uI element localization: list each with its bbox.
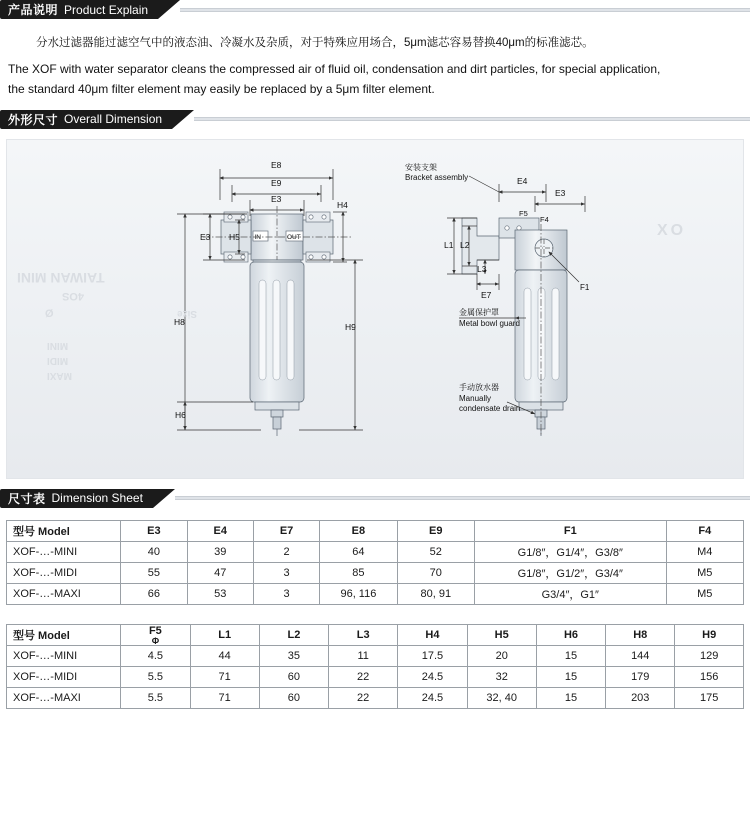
cell-h4: 24.5 [398, 687, 467, 708]
col-header-l3: L3 [329, 624, 398, 645]
col-header-h8: H8 [606, 624, 675, 645]
label-e4: E4 [517, 175, 528, 186]
col-header-l1: L1 [190, 624, 259, 645]
section-header-overall-dimension [0, 110, 750, 129]
section-header-label-group-2 [0, 110, 172, 129]
col-header-f5-phi: Φ [151, 635, 160, 646]
dimension-drawing-svg [7, 140, 744, 478]
label-h5: H5 [229, 231, 240, 242]
label-bracket-en: Bracket assembly [405, 172, 469, 182]
cell-h5: 20 [467, 645, 536, 666]
table-row [7, 645, 744, 666]
label-e3: E3 [271, 193, 282, 204]
cell-h9: 129 [675, 645, 744, 666]
watermark-phi: Ø [45, 307, 54, 320]
table-header-row [7, 520, 744, 541]
cell-h6: 15 [536, 645, 605, 666]
dimension-table-1 [6, 520, 744, 605]
label-bracket-cn: 安装支架 [405, 162, 437, 172]
dimension-table-1-wrap [6, 520, 744, 605]
section-title-cn: 产品说明 [8, 3, 59, 17]
table-row [7, 583, 744, 604]
cell-e3: 40 [121, 541, 187, 562]
watermark-taiwan-mini: TAIWAN MINI [17, 269, 105, 286]
overall-dimension-drawing [6, 139, 744, 479]
label-drain-en2: condensate drain [459, 403, 521, 413]
label-drain-en1: Manually [459, 393, 492, 403]
col-header-e4: E4 [187, 520, 253, 541]
cell-f1: G1/8″，G1/4″，G3/8″ [474, 541, 666, 562]
section-header-tail-3 [153, 489, 175, 508]
table-row [7, 687, 744, 708]
col-header-h4: H4 [398, 624, 467, 645]
label-h6: H6 [175, 409, 186, 420]
cell-l3: 22 [329, 687, 398, 708]
section-header-tail-2 [172, 110, 194, 129]
watermark-4os: 4OS [62, 289, 85, 302]
section-title-en-3: Dimension Sheet [51, 491, 143, 506]
watermark-maxi: MAXI [47, 369, 72, 381]
cell-e4: 39 [187, 541, 253, 562]
col-header-f1: F1 [474, 520, 666, 541]
section-header-product-explain [0, 0, 750, 19]
col-header-f5-label: F5 [148, 624, 162, 637]
table-row [7, 562, 744, 583]
cell-l1: 71 [190, 666, 259, 687]
label-out: OUT [287, 233, 301, 241]
section-header-label-group [0, 0, 158, 19]
cell-model: XOF-…-MAXI [7, 583, 121, 604]
col-header-f4: F4 [666, 520, 743, 541]
cell-h6: 15 [536, 666, 605, 687]
cell-e4: 47 [187, 562, 253, 583]
cell-f1: G1/8″，G1/2″，G3/4″ [474, 562, 666, 583]
cell-f4: M5 [666, 583, 743, 604]
label-e9: E9 [271, 177, 282, 188]
label-l1: L1 [444, 239, 454, 250]
cell-f1: G3/4″，G1″ [474, 583, 666, 604]
explain-paragraph-en-line2: the standard 40μm filter element may easily be replaced by a 5μm filter element. [8, 81, 435, 96]
cell-l1: 71 [190, 687, 259, 708]
cell-h5: 32 [467, 666, 536, 687]
label-h4: H4 [337, 199, 348, 210]
cell-e7: 3 [253, 562, 319, 583]
cell-l2: 60 [259, 666, 328, 687]
cell-h4: 17.5 [398, 645, 467, 666]
label-h9: H9 [345, 321, 356, 332]
section-title-cn-3: 尺寸表 [8, 491, 46, 506]
section-header-label-group-3 [0, 489, 153, 508]
cell-e4: 53 [187, 583, 253, 604]
dimension-table-2-wrap [6, 624, 744, 709]
cell-e8: 64 [320, 541, 397, 562]
table-row [7, 541, 744, 562]
cell-model: XOF-…-MIDI [7, 562, 121, 583]
cell-e9: 80, 91 [397, 583, 474, 604]
label-drain-cn: 手动放水器 [459, 382, 499, 392]
table-row [7, 666, 744, 687]
cell-f4: M4 [666, 541, 743, 562]
cell-h8: 203 [606, 687, 675, 708]
label-f4: F4 [540, 214, 549, 224]
cell-h4: 24.5 [398, 666, 467, 687]
col-header-e8: E8 [320, 520, 397, 541]
cell-f5: 4.5 [121, 645, 190, 666]
explain-paragraph-cn: 分水过滤器能过滤空气中的液态油、冷凝水及杂质，对于特殊应用场合，5μm滤芯容易替换40μm的标准滤芯。 [36, 37, 594, 49]
watermark-mini: MINI [47, 339, 69, 351]
explain-paragraph-en-line1: The XOF with water separator cleans the compressed air of fluid oil, condensation and dirt particles, for special application, [8, 62, 661, 77]
label-l2: L2 [460, 239, 470, 250]
col-header-e7: E7 [253, 520, 319, 541]
cell-e7: 3 [253, 583, 319, 604]
cell-f5: 5.5 [121, 687, 190, 708]
watermark-size: Size [177, 307, 198, 319]
cell-e3: 55 [121, 562, 187, 583]
label-metal-bowl-en: Metal bowl guard [459, 318, 520, 328]
cell-l1: 44 [190, 645, 259, 666]
product-explain-text [0, 19, 750, 110]
col-header-l2: L2 [259, 624, 328, 645]
cell-f5: 5.5 [121, 666, 190, 687]
col-header-f5 [121, 624, 190, 645]
label-f5: F5 [519, 208, 528, 218]
label-h8: H8 [174, 316, 185, 327]
cell-e8: 85 [320, 562, 397, 583]
col-header-e3: E3 [121, 520, 187, 541]
label-e3-vertical: E3 [200, 231, 211, 242]
dimension-table-2 [6, 624, 744, 709]
cell-model: XOF-…-MINI [7, 541, 121, 562]
cell-l3: 22 [329, 666, 398, 687]
col-header-model: 型号 Model [7, 520, 121, 541]
col-header-h5: H5 [467, 624, 536, 645]
col-header-model-2: 型号 Model [7, 624, 121, 645]
cell-model: XOF-…-MIDI [7, 666, 121, 687]
cell-h9: 156 [675, 666, 744, 687]
cell-l3: 11 [329, 645, 398, 666]
label-e8: E8 [271, 159, 282, 170]
cell-f4: M5 [666, 562, 743, 583]
cell-h8: 144 [606, 645, 675, 666]
cell-e8: 96, 116 [320, 583, 397, 604]
section-title-cn-2: 外形尺寸 [8, 112, 59, 127]
label-metal-bowl-cn: 金属保护罩 [459, 307, 499, 317]
table-header-row [7, 624, 744, 645]
col-header-e9: E9 [397, 520, 474, 541]
cell-h8: 179 [606, 666, 675, 687]
section-header-tail [158, 0, 180, 19]
cell-h6: 15 [536, 687, 605, 708]
section-header-rule [180, 8, 750, 12]
cell-e9: 70 [397, 562, 474, 583]
cell-h5: 32, 40 [467, 687, 536, 708]
label-l3: L3 [477, 263, 487, 274]
label-e7: E7 [481, 289, 492, 300]
cell-model: XOF-…-MAXI [7, 687, 121, 708]
section-title-en-2: Overall Dimension [64, 112, 163, 127]
section-header-rule-3 [175, 496, 750, 500]
section-title-en: Product Explain [64, 2, 149, 17]
cell-h9: 175 [675, 687, 744, 708]
watermark-midi: MIDI [47, 354, 69, 366]
cell-model: XOF-…-MINI [7, 645, 121, 666]
label-f1: F1 [580, 282, 590, 292]
section-header-rule-2 [194, 117, 750, 121]
col-header-h6: H6 [536, 624, 605, 645]
label-e3b: E3 [555, 187, 566, 198]
cell-e7: 2 [253, 541, 319, 562]
cell-e9: 52 [397, 541, 474, 562]
cell-l2: 60 [259, 687, 328, 708]
cell-e3: 66 [121, 583, 187, 604]
col-header-h9: H9 [675, 624, 744, 645]
section-header-dimension-sheet [0, 489, 750, 508]
watermark-xo: XO [657, 221, 687, 239]
label-in: IN [254, 233, 261, 241]
cell-l2: 35 [259, 645, 328, 666]
